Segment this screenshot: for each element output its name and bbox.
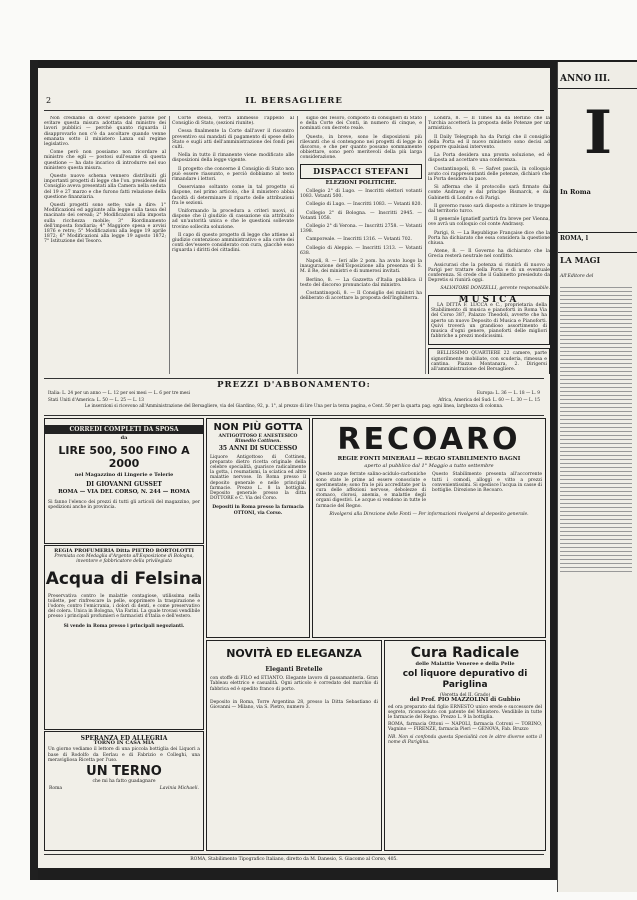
- dispatch-item: Costantinopoli, 8. — Il Consiglio dei ministri ha deliberato di accettare la proposta dell'Inghilterra.: [300, 291, 422, 302]
- recoaro-sub: REGIE FONTI MINERALI — REGIO STABILIMENTO BAGNI: [337, 456, 521, 462]
- felsina-ad: [44, 545, 204, 730]
- dispatch-item: Berlino, 8. — La Gazzetta d'Italia pubblica il testo del discorso pronunciato dal ministro.: [300, 277, 422, 288]
- recoaro-footer: Rivolgersi alla Direzione delle Fonti — Per informazioni rivolgersi al deposito generale.: [329, 511, 529, 517]
- next-page-masthead: I: [584, 98, 613, 168]
- page-number: 2: [46, 96, 52, 105]
- dispatch-item: Collegio 2° di Bologna. — Inscritti 2945. — Votanti 1058.: [300, 210, 422, 221]
- felsina-sub: Premiata con Medaglia d'Argento all'Esposizione di Bologna, inventore e fabbricatore della privilegiata: [54, 554, 194, 565]
- recoaro-body: [313, 471, 545, 509]
- dispatch-box: [300, 164, 422, 179]
- next-page-text-lines: [560, 284, 634, 575]
- speranza-sub: TORNO IN CASA MIA: [93, 740, 155, 747]
- next-page-rule: [558, 232, 637, 233]
- speranza-big: UN TERNO: [86, 764, 162, 780]
- dispatch-item: Assicurasi che la potenza si riunirà di nuovo a Parigi per trattare della Porta e di un eventuale conferenza. Si crede che il Gabinetto presieduto da Depretis si riunirà oggi.: [428, 262, 550, 284]
- dispatch-item: Il Daily Telegraph ha da Parigi che il consiglio della Porta ed il nuovo ministero sono decisi ad opporre qualsiasi intervento.: [428, 134, 550, 151]
- elections-subtitle: ELEZIONI POLITICHE.: [325, 179, 397, 186]
- corredi-sub: da: [120, 435, 128, 442]
- next-page-section: LA MAGI: [560, 255, 601, 265]
- next-page-edition: In Roma: [560, 188, 591, 196]
- printer-footer: ROMA, Stabilimento Tipografico Italiano, diretto da M. Danesio, S. Giacomo al Corso, 405.: [44, 854, 544, 862]
- article-paragraph: Non crediamo di dover spendere parole per evitare questa misura adottata dal ministro dei lavori pubblici — perchè quanto riguarda il disapprovarlo non c'è da ascoltare quando venne emanata sotto il ministero Lanza sul regime legislativo.: [44, 116, 166, 148]
- next-page-year: ANNO III.: [560, 74, 611, 84]
- column-divider: [297, 116, 298, 374]
- price-africa: Africa, America del Sud: L. 60 — L. 30 — L. 15: [438, 398, 540, 403]
- article-paragraph: Uniformando la procedura a criteri nuovi, si dispone che il giudizio di cassazione sia attribuito ad un'autorità unica e che le questioni sollevate trovino sollecita soluzione.: [172, 209, 294, 230]
- gotta-ad: [206, 418, 310, 638]
- dispatch-item: Il generale Ignatieff partirà fra breve per Vienna, ove avrà un colloquio col conte Andrassy.: [428, 217, 550, 228]
- cura-ver: (Veretta del II. Grado): [439, 693, 491, 699]
- cura-title: Cura Radicale: [410, 645, 520, 661]
- recoaro-text-2: Questo Stabilimento presenta all'accorrente tutti i comodi, alloggi e vitto a prezzi convenientissimi. Si spedisce l'acqua in casse di bottiglie. Direzione in Recoaro.: [432, 472, 542, 494]
- speranza-place: Roma: [49, 786, 63, 792]
- cura-depots: ROMA, farmacia Ottoni — NAPOLI, farmacia Cotroni — TORINO, Vagnino — FIRENZE, farmacia Pieri — GENOVA, Fab. Bruzzo: [388, 722, 542, 733]
- column-1: [44, 116, 166, 374]
- column-divider: [169, 116, 170, 374]
- scan-border-bottom: [0, 880, 637, 900]
- quartiere-text: BELLISSIMO QUARTIERE 22 camere, parte signorilmente mobiliate, con scuderia, rimessa e cantina. Piazza Montanara, 2. Dirigersi all'amministrazione del Bersagliere.: [431, 351, 547, 372]
- recoaro-text: Queste acque ferrate salino-acidulo-carboniche sono state le prime ad essere conosciute e sperimentate; sono fra le più accreditate per la cura delle affezioni nervose, debolezze di stomaco, clorosi, anemia, e malattie degli organi digestivi. Le acque si vendono in tutte le farmacie del Regno.: [316, 472, 426, 509]
- speranza-small: che mi ha fatto guadagnare: [92, 779, 156, 785]
- article-paragraph: Nella in tutto il rimanente viene modificato alle disposizioni della legge vigente.: [172, 153, 294, 164]
- cura-big: col liquore depurativo di Pariglina: [402, 669, 528, 691]
- scan-border-top: [0, 0, 637, 60]
- recoaro-title: RECOARO: [337, 422, 521, 457]
- corredi-place: nel Magazzino di Lingerie e Telerie: [74, 472, 174, 479]
- dispatch-item: Collegio 2° di Verona. — Inscritti 2758. — Votanti 1398.: [300, 224, 422, 235]
- gotta-title: NON PIÙ GOTTA: [213, 422, 303, 433]
- novita-title: NOVITÀ ED ELEGANZA: [226, 647, 362, 660]
- felsina-title: Acqua di Felsina: [45, 568, 203, 589]
- felsina-footer: Si vende in Roma presso i principali negozianti.: [63, 623, 185, 629]
- speranza-ad: [44, 731, 204, 851]
- cura-text: ed ora preparato dal figlio ERNESTO unico erede e successore del segreto, riconosciuto con patente del Ministero. Vendibile in tutte le farmacie del Regno. Prezzo L. 9 la bottiglia.: [388, 704, 542, 721]
- header-rule: [44, 110, 544, 111]
- corredi-ad: [44, 418, 204, 544]
- article-paragraph: Come però non possiamo non ricordare al ministro che egli — postosi sull'esame di questa questione — ha dato incarico di introdurre nel suo ministero questa misura.: [44, 150, 166, 171]
- musica-text: LA DITTA F. LUCCA e C., proprietaria della Stabilimento di musica e pianoforti in Roma Via del Corso 387, Palazzo Theodoli, avverte che ha aperto un nuovo Deposito di Musica e Pianoforti. Quivi troverà un grandioso assortimento di musica d'ogni genere, pianoforti delle migliori fabbriche a prezzi modicissimi.: [431, 302, 547, 340]
- next-page-editor: All'Editore del: [560, 274, 594, 279]
- gotta-footer: Depositi in Roma presso la farmacia OTTONI, via Corso.: [212, 505, 304, 516]
- cura-author: del Prof. PIO MAZZOLINI di Gubbio: [409, 697, 521, 704]
- price-europa: Europa: L. 36 — L. 18 — L. 9: [476, 391, 540, 396]
- article-paragraph: Questi progetti sono sette; vale a dire: 1° Modificazioni ed aggiunte alla legge sulla tassa del macinato dei cereali; 2° Modificazioni alla imposta sulla ricchezza mobile; 3° Riordinamento dell'imposta fondiaria; 4° Maggiore spesa e avvisi 1876 e retro; 5° Modificazioni alla legge 19 aprile 1872; 6° Modificazioni alla legge 19 agosto 1872; 7° Istituzione del Tesoro.: [44, 203, 166, 245]
- dispatch-item: Collegio di Lugo. — Inscritti 1083. — Votanti 820.: [306, 202, 422, 208]
- dispatch-item: Atene, 8. — Il Governo ha dichiarato che la Grecia resterà neutrale nel conflitto.: [428, 249, 550, 260]
- column-4: [428, 116, 550, 374]
- novita-text: con stoffe di FILO ed ETIANTO. Elegante lavoro di passamanteria. Gran Tableau elettrico e casualità. Ogni articolo è corredato del marchio di fabbrica ed è spedito franco di porto.: [210, 676, 378, 692]
- gotta-text: Liquore Antigottoso di Cottinen, preparato dietro ricetta originale della celebre specialità, guarisce radicalmente la gotta, i reumatismi, la sciatica ed altre malattie nervose. In Roma presso il deposito generale e nelle principali farmacie. Prezzo L. 8 la bottiglia. Deposito generale presso la ditta DOTTORE e C. Via del Corso.: [210, 454, 306, 502]
- corredi-title: CORREDI COMPLETI DA SPOSA: [45, 425, 203, 434]
- dispatch-item: Camporeale. — Inscritti 1316. — Votanti 702.: [306, 237, 412, 243]
- dispatch-item: La Porta desidera una pronta soluzione, ed è disposta ad accettare una conferenza.: [428, 153, 550, 164]
- corredi-address: ROMA — VIA DEL CORSO, N. 244 — ROMA: [58, 488, 190, 495]
- corredi-owner: DI GIOVANNI GUSSET: [86, 480, 162, 488]
- next-page-edge: [557, 62, 637, 892]
- newspaper-page: [38, 68, 550, 868]
- article-paragraph: Corte stessa, verrà ammesso l'appello al Consiglio di Stato, (sezioni riunite).: [172, 116, 294, 127]
- speranza-signoff: [45, 784, 203, 793]
- scan-border-left: [0, 60, 30, 880]
- dispatch-item: Parigi, 8. — La Republique Française dice che la Porta ha dichiarato che essa considera la questione chiusa.: [428, 230, 550, 247]
- novita-address: Deposito in Roma, Torre Argentina 28, presso la Ditta Sebastiano di Giovanni — Milano, via S. Pietro, numero 3.: [210, 699, 378, 711]
- article-paragraph: siglio del Tesoro, composto di consiglieri di Stato e della Corte dei Conti, in numero di cinque, e nominati con decreto reale.: [300, 116, 422, 132]
- editor-signature: SALVATORE DONZELLI, gerente responsabile.: [440, 286, 550, 292]
- felsina-pre: REGIA PROFUMERIA Ditta PIETRO BORTOLOTTI: [54, 548, 194, 554]
- article-paragraph: Cessa finalmente la Corte dall'aver il riscontro preventivo sui mandati di pagamento di spese dello Stato e sugli atti dell'amministrazione dei fondi pei culti.: [172, 129, 294, 151]
- price-usa: Stati Uniti d'America: L. 50 — L. 25 — L. 13: [48, 398, 145, 403]
- dispatches-title: DISPACCI STEFANI: [313, 165, 409, 176]
- dispatch-item: Napoli, 8. — Ieri alle 2 pom. ha avuto luogo la inaugurazione dell'Esposizione alla presenza di S. M. il Re, dei ministri e di numerosi invitati.: [300, 259, 422, 275]
- speranza-title: SPERANZA ED ALLEGRIA: [80, 735, 168, 742]
- corredi-note: Si fanno l'elenco dei prezzi di tutti gli articoli del magazzino, per spedizioni anche in provincia.: [48, 500, 200, 511]
- speranza-sign: Lavinia Michaeli.: [159, 786, 199, 792]
- masthead-running-title: IL BERSAGLIERE: [245, 96, 343, 106]
- price-italia: Italia: L. 24 per un anno — L. 12 per sei mesi — L. 6 per tre mesi: [48, 391, 190, 396]
- column-2: [172, 116, 294, 374]
- recoaro-dates: aperto al pubblico dal 1° Maggio a tutto settembre: [364, 463, 494, 470]
- felsina-text: Preservativa contro le malattie contagiose, utilissima nella toilette, per rinfrescare la pelle, sopprimere la traspirazione e l'odore; contro l'emicrania, i dolori di denti, e come preservativo del colera. Unica in Bologna, Via Farini. La quale trovasi vendibile presso i principali profumieri e farmacisti d'Italia e dell'estero.: [48, 593, 200, 620]
- dispatch-item: Si afferma che il protocollo sarà firmato dal conte Andrassy e dal principe Bismarck, e dai Gabinetti di Londra e di Parigi.: [428, 185, 550, 201]
- prices-row: [44, 390, 544, 397]
- next-page-city: ROMA, l: [560, 235, 588, 242]
- article-paragraph: Questo, in breve, sono le disposizioni più rilevanti che si contengono nei progetti di legge in discorso, e che per quanto possano sommamente obbiettare, sono però meritevoli della più larga considerazione.: [300, 134, 422, 161]
- prices-title: PREZZI D'ABBONAMENTO:: [217, 380, 371, 390]
- scan-shadow-left: [30, 60, 38, 880]
- prices-row: [44, 397, 544, 404]
- dispatch-item: Collegio 2° di Lugo. — Inscritti elettori votanti 1083. Votanti 500.: [300, 189, 422, 200]
- musica-title: MUSICA: [458, 294, 520, 305]
- novita-sub: Eleganti Bretelle: [265, 666, 323, 673]
- article-paragraph: Il progetto che concerne il Consiglio di Stato non può essere riassunto, e perciò dobbiamo al testo rimandare i lettori.: [172, 166, 294, 183]
- prices-note: Le inserzioni si ricevono all'Amministrazione del Bersagliere, via del Giardino, 92, p. 1°, al prezzo di lire Una per la terza pagina, e Cent. 50 per la quarta pag. ogni linea, larghezza di colonna.: [84, 404, 504, 409]
- recoaro-ad: [312, 418, 546, 638]
- novita-ad: [206, 640, 382, 851]
- article-paragraph: Questo nuovo schema vennero distribuiti gli importanti progetti di legge che l'on. presidente del Consiglio aveva presentati alla Camera nella seduta del 19 e 27 marzo e che furono fatti relazione della questione finanziaria.: [44, 174, 166, 200]
- next-page-rule: [558, 88, 637, 89]
- cura-note: NB. Non si confonda questa Specialità con le altre diverse sotto il nome di Pariglina.: [388, 734, 542, 745]
- gotta-sub: ANTIGOTTOSO E ANESTESICO: [218, 434, 298, 439]
- quartiere-ad: [428, 348, 550, 374]
- corredi-price: LIRE 500, 500 FINO A 2000: [58, 444, 190, 471]
- dispatch-item: Il governo russo sarà disposto a ritirare le truppe dal territorio turco.: [428, 203, 550, 215]
- column-divider: [425, 116, 426, 374]
- article-paragraph: Il capo di questo progetto di legge che attiene al giudizio contenzioso amministrativo e alla corte dei conti dev'essere considerato con cura, giacchè esso riguarda i diritti dei cittadini.: [172, 232, 294, 254]
- dispatch-item: Collegio di Aleppio. — Inscritti 1313. — Votanti 638.: [300, 245, 422, 256]
- next-page-rule: [558, 252, 637, 253]
- dispatch-item: Londra, 8. — Il Times ha da Berlino che la Turchia accetterà la proposta delle Potenze per un armistizio.: [428, 116, 550, 132]
- speranza-text: Un giorno vediamo il lettore di una piccola bottiglia dei Liquori a base di Rodolfo da Eerlau e di Fabrizio e Colleghi, una meravigliosa Ricetta per l'uso.: [48, 747, 200, 763]
- subscription-prices: [44, 378, 544, 416]
- article-paragraph: Osserviamo soltanto come in tal progetto si dispone, nel primo articolo, che il ministero abbia facoltà di determinare il riparto delle attribuzioni fra le sezioni.: [172, 185, 294, 206]
- musica-ad: [428, 295, 550, 346]
- dispatch-item: Costantinopoli, 8. — Safvet pascià, in colloquio avuto coi rappresentanti delle potenze, dichiarò che la Porta desidera la pace.: [428, 166, 550, 183]
- gotta-years: 35 ANNI DI SUCCESSO: [218, 445, 298, 453]
- cura-sub: delle Malattie Veneree e della Pelle: [415, 661, 515, 667]
- gotta-author: Rimedio Cottinen.: [235, 439, 281, 445]
- cura-ad: [384, 640, 546, 851]
- column-3: [300, 116, 422, 374]
